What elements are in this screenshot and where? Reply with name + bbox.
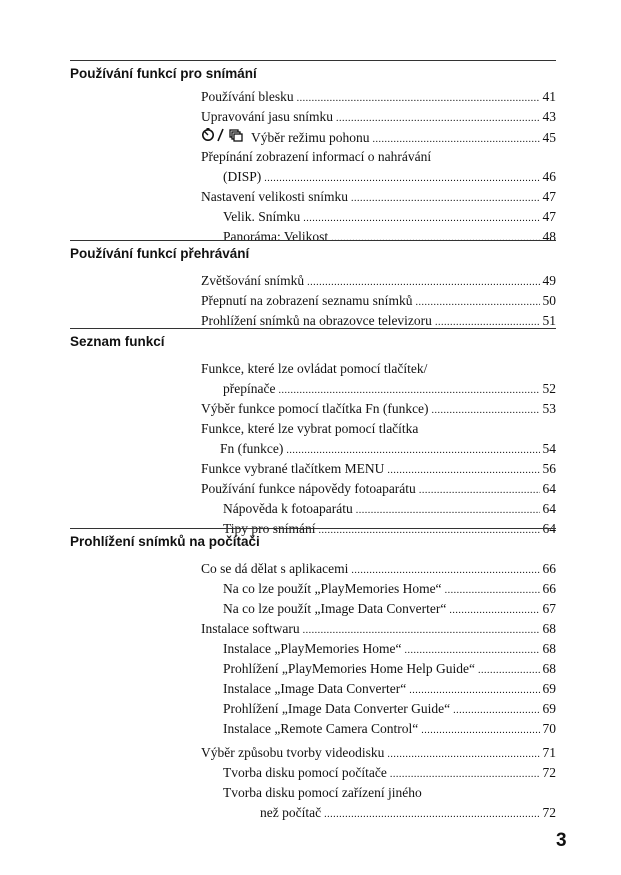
leader-dots — [390, 766, 540, 783]
entry-page: 43 — [542, 109, 556, 124]
entry-text: Zvětšování snímků — [201, 273, 305, 288]
entry-text: Instalace „Remote Camera Control“ — [223, 721, 419, 736]
entry-page: 72 — [542, 765, 556, 780]
toc-entry-continued[interactable] — [223, 168, 556, 185]
entry-text: Na co lze použít „PlayMemories Home“ — [223, 581, 442, 596]
entry-text: Výběr režimu pohonu — [251, 130, 370, 145]
entry-page: 47 — [542, 189, 556, 204]
section-title: Používání funkcí přehrávání — [70, 240, 556, 262]
entry-page: 64 — [542, 521, 556, 536]
toc-entry[interactable] — [201, 128, 556, 145]
entry-text: Funkce vybrané tlačítkem MENU — [201, 461, 385, 476]
entry-page: 71 — [542, 745, 556, 760]
toc-subentry[interactable] — [223, 600, 556, 617]
entry-text: Nápověda k fotoaparátu — [223, 501, 353, 516]
page-number: 3 — [556, 830, 567, 851]
entry-page: 68 — [542, 661, 556, 676]
entry-page: 66 — [542, 581, 556, 596]
entry-text: Velik. Snímku — [223, 209, 301, 224]
entry-text: Funkce, které lze ovládat pomocí tlačítek/ — [201, 361, 428, 376]
toc-entry-continued[interactable] — [223, 380, 556, 397]
toc-entry[interactable] — [201, 560, 556, 577]
toc-entry[interactable] — [201, 620, 556, 637]
entry-page: 47 — [542, 209, 556, 224]
leader-dots — [303, 622, 540, 639]
toc-subentry-continued[interactable] — [260, 804, 556, 821]
entry-text: Prohlížení „Image Data Converter Guide“ — [223, 701, 451, 716]
entry-page: 41 — [542, 89, 556, 104]
toc-entry[interactable] — [201, 188, 556, 205]
toc-subentry[interactable] — [223, 640, 556, 657]
entry-page: 46 — [542, 169, 556, 184]
toc-section-playback — [70, 240, 556, 328]
leader-dots — [453, 702, 539, 719]
toc-entry[interactable] — [201, 292, 556, 309]
entry-page: 49 — [542, 273, 556, 288]
toc-section-computer — [70, 528, 556, 820]
leader-dots — [356, 502, 540, 519]
entry-text: Přepnutí na zobrazení seznamu snímků — [201, 293, 413, 308]
toc-subentry[interactable] — [223, 700, 556, 717]
leader-dots — [264, 170, 539, 187]
entry-text: Používání blesku — [201, 89, 294, 104]
toc-subentry[interactable] — [223, 764, 556, 781]
toc-section-function-list — [70, 328, 556, 536]
leader-dots — [421, 722, 539, 739]
entry-page: 50 — [542, 293, 556, 308]
toc-subentry[interactable] — [223, 660, 556, 677]
entry-text: Přepínání zobrazení informací o nahrávání — [201, 149, 432, 164]
entry-page: 54 — [542, 441, 556, 456]
section-title: Používání funkcí pro snímání — [70, 60, 556, 82]
leader-dots — [415, 294, 539, 311]
toc-entry[interactable] — [201, 148, 556, 165]
entry-page: 69 — [542, 681, 556, 696]
toc-entry[interactable] — [201, 108, 556, 125]
entry-text: přepínače — [223, 381, 276, 396]
entry-text: Tvorba disku pomocí počítače — [223, 765, 387, 780]
entry-text: Panoráma: Velikost — [223, 229, 329, 244]
entry-page: 64 — [542, 501, 556, 516]
entry-page: 51 — [542, 313, 556, 328]
entry-text: Tvorba disku pomocí zařízení jiného — [223, 785, 422, 800]
entry-page: 64 — [542, 481, 556, 496]
leader-dots — [419, 482, 540, 499]
entry-text: Prohlížení snímků na obrazovce televizoru — [201, 313, 432, 328]
leader-dots — [449, 602, 539, 619]
leader-dots — [351, 562, 539, 579]
toc-entry-continued[interactable] — [220, 440, 556, 457]
entry-page: 48 — [542, 229, 556, 244]
leader-dots — [324, 806, 539, 823]
toc-subentry[interactable] — [223, 680, 556, 697]
toc-section-shooting — [70, 60, 556, 244]
leader-dots — [445, 582, 540, 599]
section-title: Prohlížení snímků na počítači — [70, 528, 556, 550]
entry-text: Instalace „Image Data Converter“ — [223, 681, 407, 696]
toc-entry[interactable] — [201, 88, 556, 105]
entry-text: Prohlížení „PlayMemories Home Help Guide“ — [223, 661, 475, 676]
leader-dots — [303, 210, 539, 227]
entry-text: Instalace softwaru — [201, 621, 300, 636]
entry-page: 72 — [542, 805, 556, 820]
toc-subentry[interactable] — [223, 208, 556, 225]
entry-text: Instalace „PlayMemories Home“ — [223, 641, 402, 656]
toc-subentry[interactable] — [223, 580, 556, 597]
entry-page: 45 — [542, 130, 556, 145]
leader-dots — [387, 462, 539, 479]
entry-text: než počítač — [260, 805, 322, 820]
leader-dots — [409, 682, 539, 699]
leader-dots — [278, 382, 539, 399]
leader-dots — [351, 190, 540, 207]
toc-entry[interactable] — [201, 360, 556, 377]
toc-entry[interactable] — [201, 272, 556, 289]
entry-text: (DISP) — [223, 169, 262, 184]
entry-page: 67 — [542, 601, 556, 616]
toc-subentry[interactable] — [223, 720, 556, 737]
entry-page: 66 — [542, 561, 556, 576]
entry-text: Funkce, které lze vybrat pomocí tlačítka — [201, 421, 419, 436]
entry-text: Používání funkce nápovědy fotoaparátu — [201, 481, 416, 496]
entry-page: 69 — [542, 701, 556, 716]
leader-dots — [286, 442, 539, 459]
toc-entry[interactable] — [201, 744, 556, 761]
entry-text: Výběr způsobu tvorby videodisku — [201, 745, 385, 760]
entry-text: Upravování jasu snímku — [201, 109, 333, 124]
leader-dots — [307, 274, 539, 291]
entry-page: 53 — [542, 401, 556, 416]
leader-dots — [478, 662, 540, 679]
leader-dots — [432, 402, 540, 419]
entry-text: Fn (funkce) — [220, 441, 284, 456]
toc-entry[interactable] — [201, 420, 556, 437]
toc-entry[interactable] — [201, 480, 556, 497]
self-timer-drive-icon — [201, 128, 249, 146]
entry-page: 56 — [542, 461, 556, 476]
entry-page: 52 — [542, 381, 556, 396]
entry-text: Výběr funkce pomocí tlačítka Fn (funkce) — [201, 401, 429, 416]
entry-page: 70 — [542, 721, 556, 736]
toc-entry[interactable] — [201, 312, 556, 329]
leader-dots — [336, 110, 540, 127]
entry-text: Nastavení velikosti snímku — [201, 189, 348, 204]
toc-subentry[interactable] — [223, 500, 556, 517]
entry-text: Tipy pro snímání — [223, 521, 316, 536]
toc-entry[interactable] — [201, 460, 556, 477]
toc-subentry[interactable] — [223, 784, 556, 801]
leader-dots — [387, 746, 539, 763]
toc-entry[interactable] — [201, 400, 556, 417]
leader-dots — [297, 90, 540, 107]
entry-page: 68 — [542, 641, 556, 656]
leader-dots — [404, 642, 539, 659]
entry-page: 68 — [542, 621, 556, 636]
section-title: Seznam funkcí — [70, 328, 556, 350]
entry-text: Co se dá dělat s aplikacemi — [201, 561, 349, 576]
leader-dots — [372, 131, 539, 148]
entry-text: Na co lze použít „Image Data Converter“ — [223, 601, 447, 616]
